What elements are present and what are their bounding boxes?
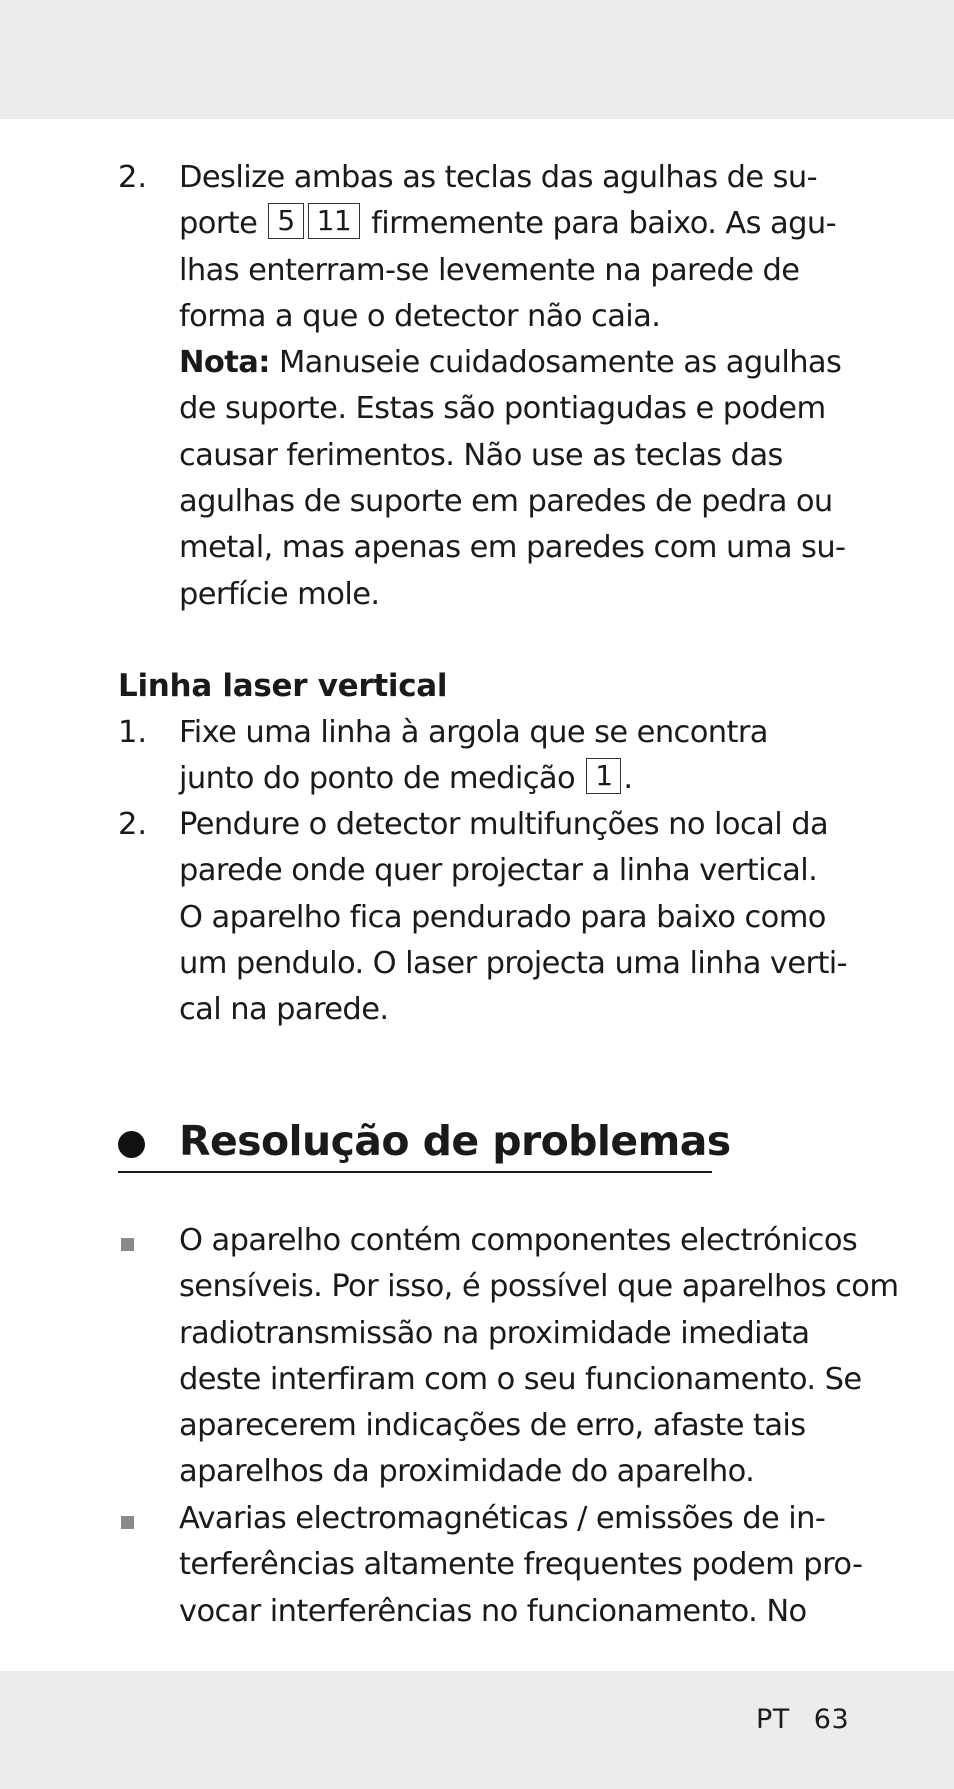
text-line: de suporte. Estas são pontiagudas e podem bbox=[179, 391, 826, 427]
text-line: vocar interferências no funcionamento. No bbox=[179, 1593, 807, 1629]
square-bullet-icon bbox=[121, 1516, 134, 1529]
reference-box-11: 11 bbox=[308, 203, 360, 239]
text-line bbox=[179, 201, 899, 247]
step-number: 2. bbox=[118, 160, 148, 195]
text-line: radiotransmissão na proximidade imediata bbox=[179, 1315, 810, 1351]
page-number: 63 bbox=[813, 1704, 850, 1735]
text-line: deste interfiram com o seu funcionamento. Se bbox=[179, 1361, 862, 1397]
page-footer bbox=[756, 1700, 873, 1740]
text-line: agulhas de suporte em paredes de pedra ou bbox=[179, 484, 833, 520]
text-segment: firmemente para baixo. As agu- bbox=[371, 206, 837, 242]
note-label: Nota: bbox=[179, 345, 270, 381]
bullet-2-text bbox=[179, 1496, 899, 1635]
text-segment: junto do ponto de medição bbox=[179, 761, 576, 797]
text-line: metal, mas apenas em paredes com uma su- bbox=[179, 530, 846, 566]
reference-box-1: 1 bbox=[586, 758, 621, 794]
text-segment: . bbox=[623, 761, 633, 797]
subsection-heading: Linha laser vertical bbox=[118, 668, 448, 704]
text-line: parede onde quer projectar a linha vertical. bbox=[179, 853, 818, 889]
section-title bbox=[118, 1115, 731, 1173]
text-segment: Manuseie cuidadosamente as agulhas bbox=[278, 345, 842, 381]
text-line: Fixe uma linha à argola que se encontra bbox=[179, 715, 768, 750]
note-line bbox=[179, 340, 899, 386]
step-number: 2. bbox=[118, 807, 148, 842]
language-code: PT bbox=[756, 1704, 790, 1735]
text-line: lhas enterram-se levemente na parede de bbox=[179, 252, 800, 288]
text-line: causar ferimentos. Não use as teclas das bbox=[179, 437, 783, 473]
reference-box-5: 5 bbox=[268, 203, 303, 239]
text-line: forma a que o detector não caia. bbox=[179, 298, 661, 334]
bullet-dot-icon bbox=[118, 1131, 145, 1158]
text-line: Pendure o detector multifunções no local da bbox=[179, 807, 829, 842]
text-line: perfície mole. bbox=[179, 576, 380, 612]
text-line: O aparelho fica pendurado para baixo como bbox=[179, 899, 826, 935]
text-line bbox=[179, 756, 899, 802]
step-number: 1. bbox=[118, 715, 148, 750]
text-segment: porte bbox=[179, 206, 258, 242]
text-line: aparecerem indicações de erro, afaste tais bbox=[179, 1408, 806, 1444]
text-line: um pendulo. O laser projecta uma linha verti- bbox=[179, 945, 848, 981]
text-line: cal na parede. bbox=[179, 992, 389, 1028]
section-title-text: Resolução de problemas bbox=[179, 1117, 731, 1165]
text-line: aparelhos da proximidade do aparelho. bbox=[179, 1454, 755, 1490]
bullet-1-text bbox=[179, 1218, 899, 1496]
step-2-text bbox=[179, 155, 899, 618]
text-line: terferências altamente frequentes podem pro- bbox=[179, 1547, 863, 1583]
text-line: Avarias electromagnéticas / emissões de in- bbox=[179, 1501, 826, 1536]
text-line: sensíveis. Por isso, é possível que aparelhos com bbox=[179, 1269, 899, 1305]
text-line: O aparelho contém componentes electrónicos bbox=[179, 1223, 858, 1258]
top-margin-band bbox=[0, 0, 954, 119]
text-line: Deslize ambas as teclas das agulhas de su- bbox=[179, 160, 818, 195]
laser-step-2-text bbox=[179, 802, 899, 1033]
square-bullet-icon bbox=[121, 1238, 134, 1251]
laser-step-1-text bbox=[179, 710, 899, 803]
